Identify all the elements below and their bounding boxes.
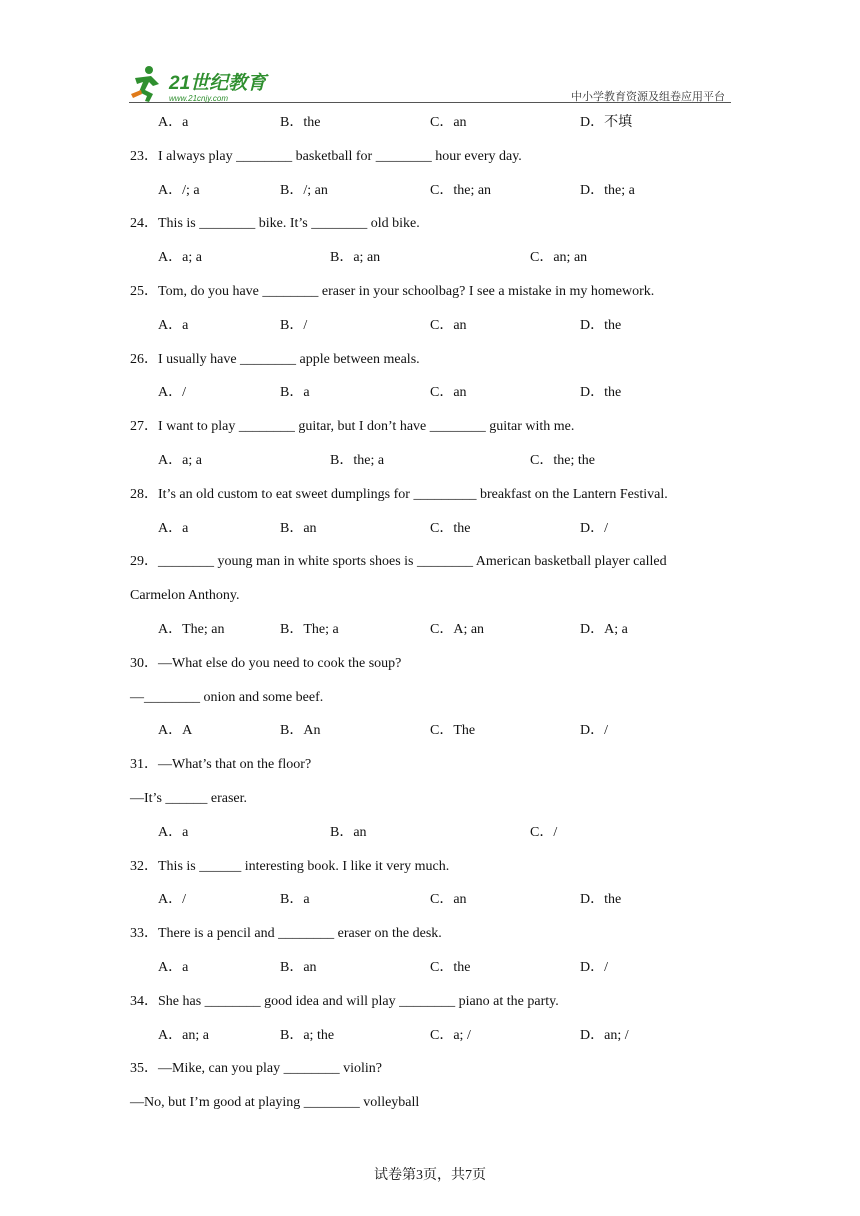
question-text: 31．—What’s that on the floor? [130,757,312,773]
options-row [130,178,730,212]
options-row [130,1023,730,1057]
answer-option[interactable]: C．an [430,892,467,908]
options-row [130,110,730,144]
question-text: 32．This is ______ interesting book. I like it very much. [130,858,450,874]
answer-option[interactable]: B．The; a [280,621,339,637]
question-text: 26．I usually have ________ apple between meals. [130,351,420,367]
options-row [130,617,730,651]
options-row [130,820,730,854]
answer-option[interactable]: B．a [280,892,310,908]
answer-option[interactable]: B．the [280,115,321,130]
answer-option[interactable]: D．an; / [580,1027,629,1043]
question-text: 25．Tom, do you have ________ eraser in your schoolbag? I see a mistake in my homework. [130,283,655,299]
answer-option[interactable]: A．a [158,115,189,130]
header-platform-name: 中小学教育资源及组卷应用平台 [571,90,725,103]
answer-option[interactable]: D．/ [580,959,608,975]
question-text: 33．There is a pencil and ________ eraser on the desk. [130,926,442,942]
answer-option[interactable]: C．the [430,959,471,975]
answer-option[interactable]: B．/ [280,317,308,333]
answer-option[interactable]: C．the; the [530,452,595,468]
question-text: 30．—What else do you need to cook the soup? [130,655,402,671]
answer-option[interactable]: C．the; an [430,182,492,198]
question-text: 27．I want to play ________ guitar, but I don’t have ________ guitar with me. [130,419,575,435]
answer-option[interactable]: D．the [580,385,622,401]
options-row [130,718,730,752]
options-row [130,448,730,482]
question-text: 24．This is ________ bike. It’s ________ old bike. [130,216,420,232]
answer-option[interactable]: B．an [330,824,367,840]
answer-option[interactable]: A．a [158,824,189,840]
answer-option[interactable]: A．an; a [158,1027,209,1043]
answer-option[interactable]: C．a; / [430,1027,471,1043]
answer-option[interactable]: B．a; an [330,250,381,266]
answer-option[interactable]: C．The [430,723,476,739]
answer-option[interactable]: C．an [430,115,467,130]
question-text: 28．It’s an old custom to eat sweet dumplings for _________ breakfast on the Lantern Festival. [130,486,668,502]
question-text: —It’s ______ eraser. [130,790,248,806]
answer-option[interactable]: B．the; a [330,452,385,468]
answer-option[interactable]: B．/; an [280,182,328,198]
answer-option[interactable]: A．a; a [158,452,202,468]
logo [129,64,279,104]
answer-option[interactable]: D．/ [580,723,608,739]
answer-option[interactable]: B．an [280,959,317,975]
question-text: 34．She has ________ good idea and will play ________ piano at the party. [130,993,559,1009]
answer-option[interactable]: C．/ [530,824,558,840]
options-row [130,955,730,989]
question-text: 35．—Mike, can you play ________ violin? [130,1061,382,1077]
question-text: 23．I always play ________ basketball for ________ hour every day. [130,148,522,164]
answer-option[interactable]: C．an; an [530,250,588,266]
answer-option[interactable]: B．An [280,723,321,739]
question-text: Carmelon Anthony. [130,588,240,604]
logo-url: www.21cnjy.com [169,94,228,103]
answer-option[interactable]: A．/ [158,385,186,401]
logo-text: 21世纪教育 [169,73,267,94]
page-number: 试卷第3页，共7页 [374,1168,486,1183]
answer-option[interactable]: C．the [430,520,471,536]
answer-option[interactable]: C．A; an [430,621,485,637]
answer-option[interactable]: D．the; a [580,182,635,198]
answer-option[interactable]: B．a; the [280,1027,335,1043]
answer-option[interactable]: A．a [158,520,189,536]
answer-option[interactable]: D．the [580,892,622,908]
question-text: 29．________ young man in white sports shoes is ________ American basketball player called [130,554,667,570]
answer-option[interactable]: B．an [280,520,317,536]
answer-option[interactable]: D．the [580,317,622,333]
options-row [130,313,730,347]
answer-option[interactable]: D．/ [580,520,608,536]
page-header [129,60,731,104]
answer-option[interactable]: D．A; a [580,621,628,637]
answer-option[interactable]: A．a [158,317,189,333]
answer-option[interactable]: A．a; a [158,250,202,266]
options-row [130,887,730,921]
answer-option[interactable]: B．a [280,385,310,401]
answer-option[interactable]: C．an [430,385,467,401]
options-row [130,380,730,414]
header-divider [129,102,731,103]
runner-icon [131,66,159,102]
question-text: —No, but I’m good at playing ________ volleyball [130,1095,420,1111]
answer-option[interactable]: A．The; an [158,621,225,637]
options-row [130,516,730,550]
options-row [130,245,730,279]
answer-option[interactable]: C．an [430,317,467,333]
question-text: —________ onion and some beef. [130,689,324,705]
answer-option[interactable]: D．不填 [580,115,633,130]
question-list [130,110,730,1124]
answer-option[interactable]: A．a [158,959,189,975]
answer-option[interactable]: A．A [158,723,193,739]
answer-option[interactable]: A．/ [158,892,186,908]
answer-option[interactable]: A．/; a [158,182,200,198]
